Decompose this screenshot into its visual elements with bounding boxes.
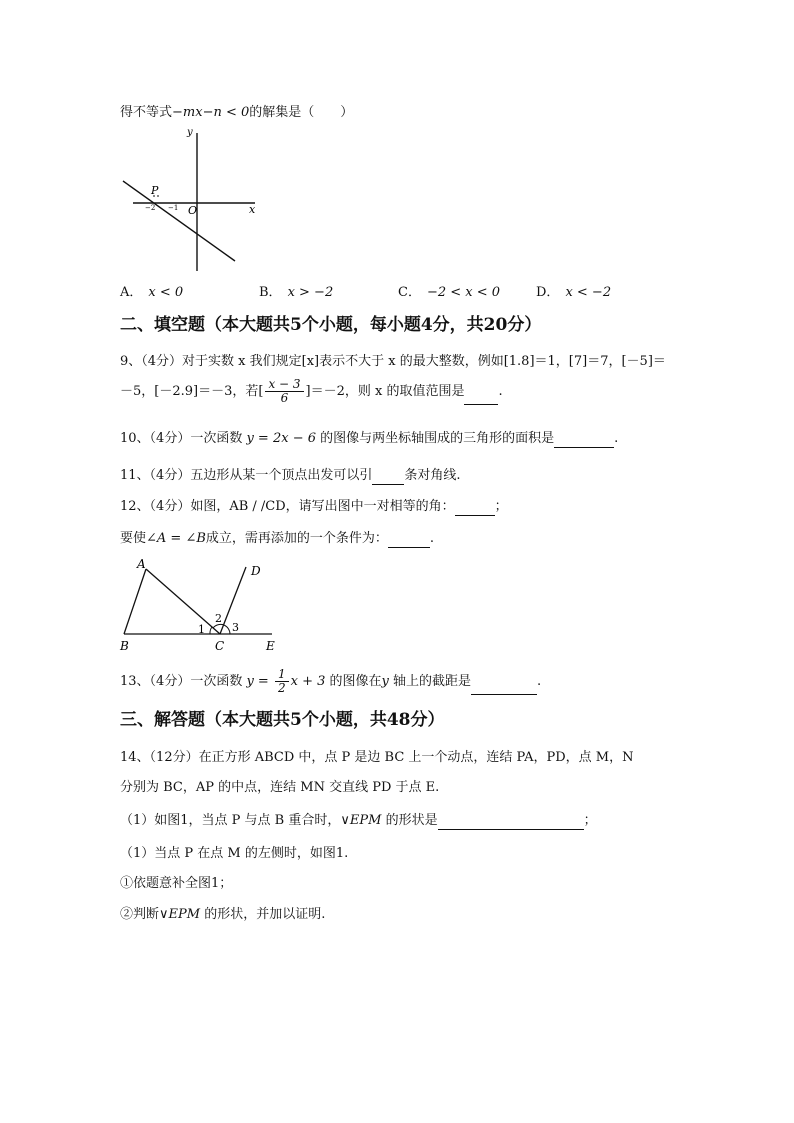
fig-angle-3: 3 xyxy=(232,621,239,634)
q13-end: . xyxy=(537,674,542,689)
q10-a: 10、（4分）一次函数 xyxy=(120,431,247,446)
q10-math: y = 2x − 6 xyxy=(246,431,316,446)
q13-a: 13、（4分）一次函数 xyxy=(120,674,247,689)
q10 xyxy=(120,430,618,448)
fig-angle-2: 2 xyxy=(215,612,222,625)
graph-tick-neg1: −1 xyxy=(168,204,179,212)
q13-c: 轴上的截距是 xyxy=(388,674,472,689)
q12-line1-a: 12、（4分）如图，AB / /CD，请写出图中一对相等的角： xyxy=(120,499,455,514)
q9-line2-end: . xyxy=(498,384,503,399)
fig-label-e: E xyxy=(266,639,275,653)
option-a[interactable] xyxy=(120,281,183,300)
q10-end: . xyxy=(614,431,619,446)
q11-answer-blank[interactable] xyxy=(372,470,404,485)
q14-line5: ①依题意补全图1； xyxy=(120,876,233,891)
linear-graph xyxy=(115,125,265,275)
q11-a: 11、（4分）五边形从某一个顶点出发可以引 xyxy=(120,468,373,483)
q12-line1 xyxy=(120,498,508,516)
fig-angle-1: 1 xyxy=(198,623,205,636)
q13-rest: x + 3 xyxy=(290,674,326,689)
function-line xyxy=(123,181,235,261)
option-c-letter: C． xyxy=(398,285,421,300)
q11 xyxy=(120,467,460,485)
q14-line3-a: （1）如图1，当点 P 与点 B 重合时， xyxy=(120,813,341,828)
q14-line6 xyxy=(120,906,325,924)
q10-answer-blank[interactable] xyxy=(554,433,614,448)
q9-line2 xyxy=(120,378,503,405)
fig-label-a: A xyxy=(137,557,146,571)
q14-line4: （1）当点 P 在点 M 的左侧时，如图1. xyxy=(120,846,349,861)
segment-ba xyxy=(124,569,146,634)
intro-line xyxy=(120,104,353,122)
fig-label-d: D xyxy=(251,564,261,578)
q13 xyxy=(120,668,541,695)
q12-line2-a: 要使 xyxy=(120,531,147,546)
q13-answer-blank[interactable] xyxy=(471,680,537,695)
q11-b: 条对角线. xyxy=(404,468,461,483)
option-b-letter: B． xyxy=(259,285,282,300)
q9-frac-den: 6 xyxy=(280,391,289,405)
q9-fraction xyxy=(265,378,303,405)
option-a-expr: x < 0 xyxy=(148,285,184,300)
intro-math: −mx−n < 0 xyxy=(172,105,250,120)
q13-frac-num: 1 xyxy=(275,668,289,682)
option-d-letter: D． xyxy=(536,285,560,300)
graph-label-o: O xyxy=(188,204,198,217)
option-c-expr: −2 < x < 0 xyxy=(426,285,501,300)
q12-answer-blank-1[interactable] xyxy=(455,501,495,516)
option-b-expr: x > −2 xyxy=(287,285,334,300)
section2-heading: 二、填空题（本大题共5个小题，每小题4分，共20分） xyxy=(120,315,542,335)
q13-fraction xyxy=(275,668,289,695)
q12-line2 xyxy=(120,530,434,548)
q14-line6-math: ∨EPM xyxy=(159,907,201,922)
option-d[interactable] xyxy=(536,281,611,300)
q13-y: y = xyxy=(246,674,273,689)
q14-line3-end: ； xyxy=(583,813,597,828)
fig-label-b: B xyxy=(120,639,129,653)
q14-line3-b: 的形状是 xyxy=(381,813,438,828)
q10-b: 的图像与两坐标轴围成的三角形的面积是 xyxy=(316,431,555,446)
q13-frac-den: 2 xyxy=(277,681,286,695)
q14-line2: 分别为 BC，AP 的中点，连结 MN 交直线 PD 于点 E. xyxy=(120,780,440,795)
q12-line2-end: . xyxy=(429,531,435,546)
q14-line3-math: ∨EPM xyxy=(340,813,382,828)
q12-line2-math: ∠A = ∠B xyxy=(146,531,206,546)
q12-line2-b: 成立，需再添加的一个条件为： xyxy=(205,531,388,546)
q14-line3 xyxy=(120,812,597,830)
q14-line6-b: 的形状，并加以证明. xyxy=(200,907,326,922)
q14-answer-blank[interactable] xyxy=(438,815,584,830)
option-d-expr: x < −2 xyxy=(565,285,612,300)
segment-ac xyxy=(146,569,220,634)
graph-label-x: x xyxy=(249,203,256,216)
option-a-letter: A． xyxy=(120,285,143,300)
q9-line2-b: ]＝－2，则 x 的取值范围是 xyxy=(305,384,465,399)
q9-answer-blank[interactable] xyxy=(464,390,498,405)
q13-yaxis: y xyxy=(381,674,389,689)
graph-label-p: P xyxy=(151,184,159,197)
q12-line1-end: ； xyxy=(494,499,508,514)
graph-label-y: y xyxy=(187,127,193,138)
figure-parallel-lines xyxy=(112,555,292,655)
section3-heading: 三、解答题（本大题共5个小题，共48分） xyxy=(120,710,445,730)
q12-answer-blank-2[interactable] xyxy=(388,533,430,548)
angle-1-arc xyxy=(210,627,212,634)
q14-line6-a: ②判断 xyxy=(120,907,160,922)
option-b[interactable] xyxy=(259,281,333,300)
q13-b: 的图像在 xyxy=(325,674,382,689)
q9-frac-num: x − 3 xyxy=(265,378,303,392)
intro-prefix: 得不等式 xyxy=(120,105,173,120)
q9-line2-a: －5，[－2.9]＝－3，若[ xyxy=(120,384,264,399)
option-c[interactable] xyxy=(398,281,500,300)
intro-suffix: 的解集是（ ） xyxy=(249,105,354,120)
q9-line1: 9、（4分）对于实数 x 我们规定[x]表示不大于 x 的最大整数，例如[1.8]＝1，[7]＝7，[－5]＝ xyxy=(120,354,666,369)
fig-label-c: C xyxy=(215,639,225,653)
q14-line1: 14、（12分）在正方形 ABCD 中，点 P 是边 BC 上一个动点，连结 PA，PD，点 M，N xyxy=(120,750,634,765)
graph-tick-neg2: −2 xyxy=(145,204,156,212)
angle-3-arc xyxy=(224,625,230,634)
